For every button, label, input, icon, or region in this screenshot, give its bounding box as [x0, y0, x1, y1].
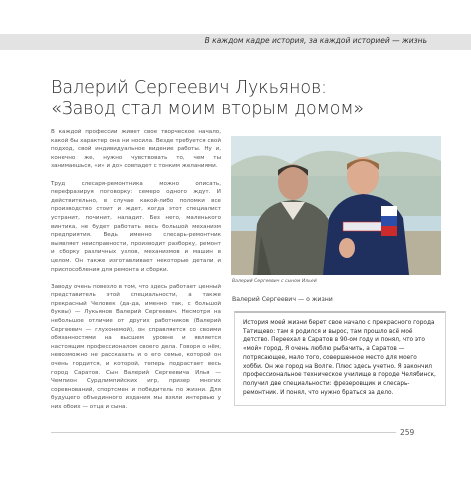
quote-box	[234, 311, 446, 406]
portrait-photo	[231, 136, 441, 275]
body-paragraph: Труд слесаря-ремонтника можно описать, перефразируя поговорку: семеро одного ждут. И действительно, в случае какой-либо поломки все производство стоит и ждет, когда этот специалист устранит, починит, наладит. Без него, маленького винтика, не будет работать весь большой механизм предприятия. Ведь именно слесарь-ремонтник выявляет неисправности, производит разборку, ремонт и сборку различных узлов, механизмов и машин в целом. Он также изготавливает некоторые детали и приспособления для ремонта и сборки.	[51, 180, 221, 273]
article-title-line1: Валерий Сергеевич Лукьянов:	[51, 78, 327, 98]
portrait-photo-illustration	[231, 136, 441, 275]
running-header	[0, 34, 471, 50]
interview-subhead: Валерий Сергеевич — о жизни	[232, 296, 333, 303]
article-title	[51, 78, 431, 120]
body-paragraph: В каждой профессии живет свое творческое начало, какой бы характер она ни носила. Везде требуется свой подход, свой индивидуальное видение работы. Ну и, конечно же, нужно чувствовать то, чем ты занимаешься, «и» и до» совпадет с тонким желаниями.	[51, 129, 221, 170]
body-paragraph: Заводу очень повезло в том, что здесь работает ценный представитель этой специальности, а также прекрасный Человек (да-да, именно так, с большой буквы) — Лукьянов Валерий Сергеевич. Несмотря на небольшое отличие от других работников (Валерий Сергеевич — глухонемой), он справляется со своими обязанностями на высшем уровне и является настоящим профессионалом своего дела. Говоря о нём, невозможно не рассказать и о его семье, которой он очень гордится, и которой, теперь подрастает весь город Саратов. Сын Валерий Сергеевича Илья — Чемпион Сурдлимпийских игр, призер многих соревнований, спортсмен и победитель по жизни. Для будущего объединного издания мы взяли интервью у них обоих — отца и сына.	[51, 283, 221, 410]
photo-caption: Валерий Сергеевич с сыном Ильей	[232, 279, 317, 284]
footer-divider	[51, 432, 396, 433]
article-title-line2: «Завод стал моим вторым домом»	[51, 99, 365, 119]
running-header-text: В каждом кадре история, за каждой историей — жизнь	[204, 36, 427, 45]
article-body	[51, 128, 221, 420]
page-number: 259	[400, 428, 415, 437]
quote-text: История моей жизни берет свое начало с прекрасного города Татищево: там я родился и вырос, там прошло всё моё детство. Переехал в Саратов в 90-ом году и понял, что это «мой» город. Я очень люблю рыбачить, а Саратов — потрясающее, мало того, совершенное место для моего хобби. Он же город на Волге. Плюс здесь учетно. Я закончил профессиональное техническое училище в городе Челябинск, получил две специальности: фрезеровщик и слесарь-ремонтник. И понял, что нужно браться за дело.	[243, 320, 436, 396]
